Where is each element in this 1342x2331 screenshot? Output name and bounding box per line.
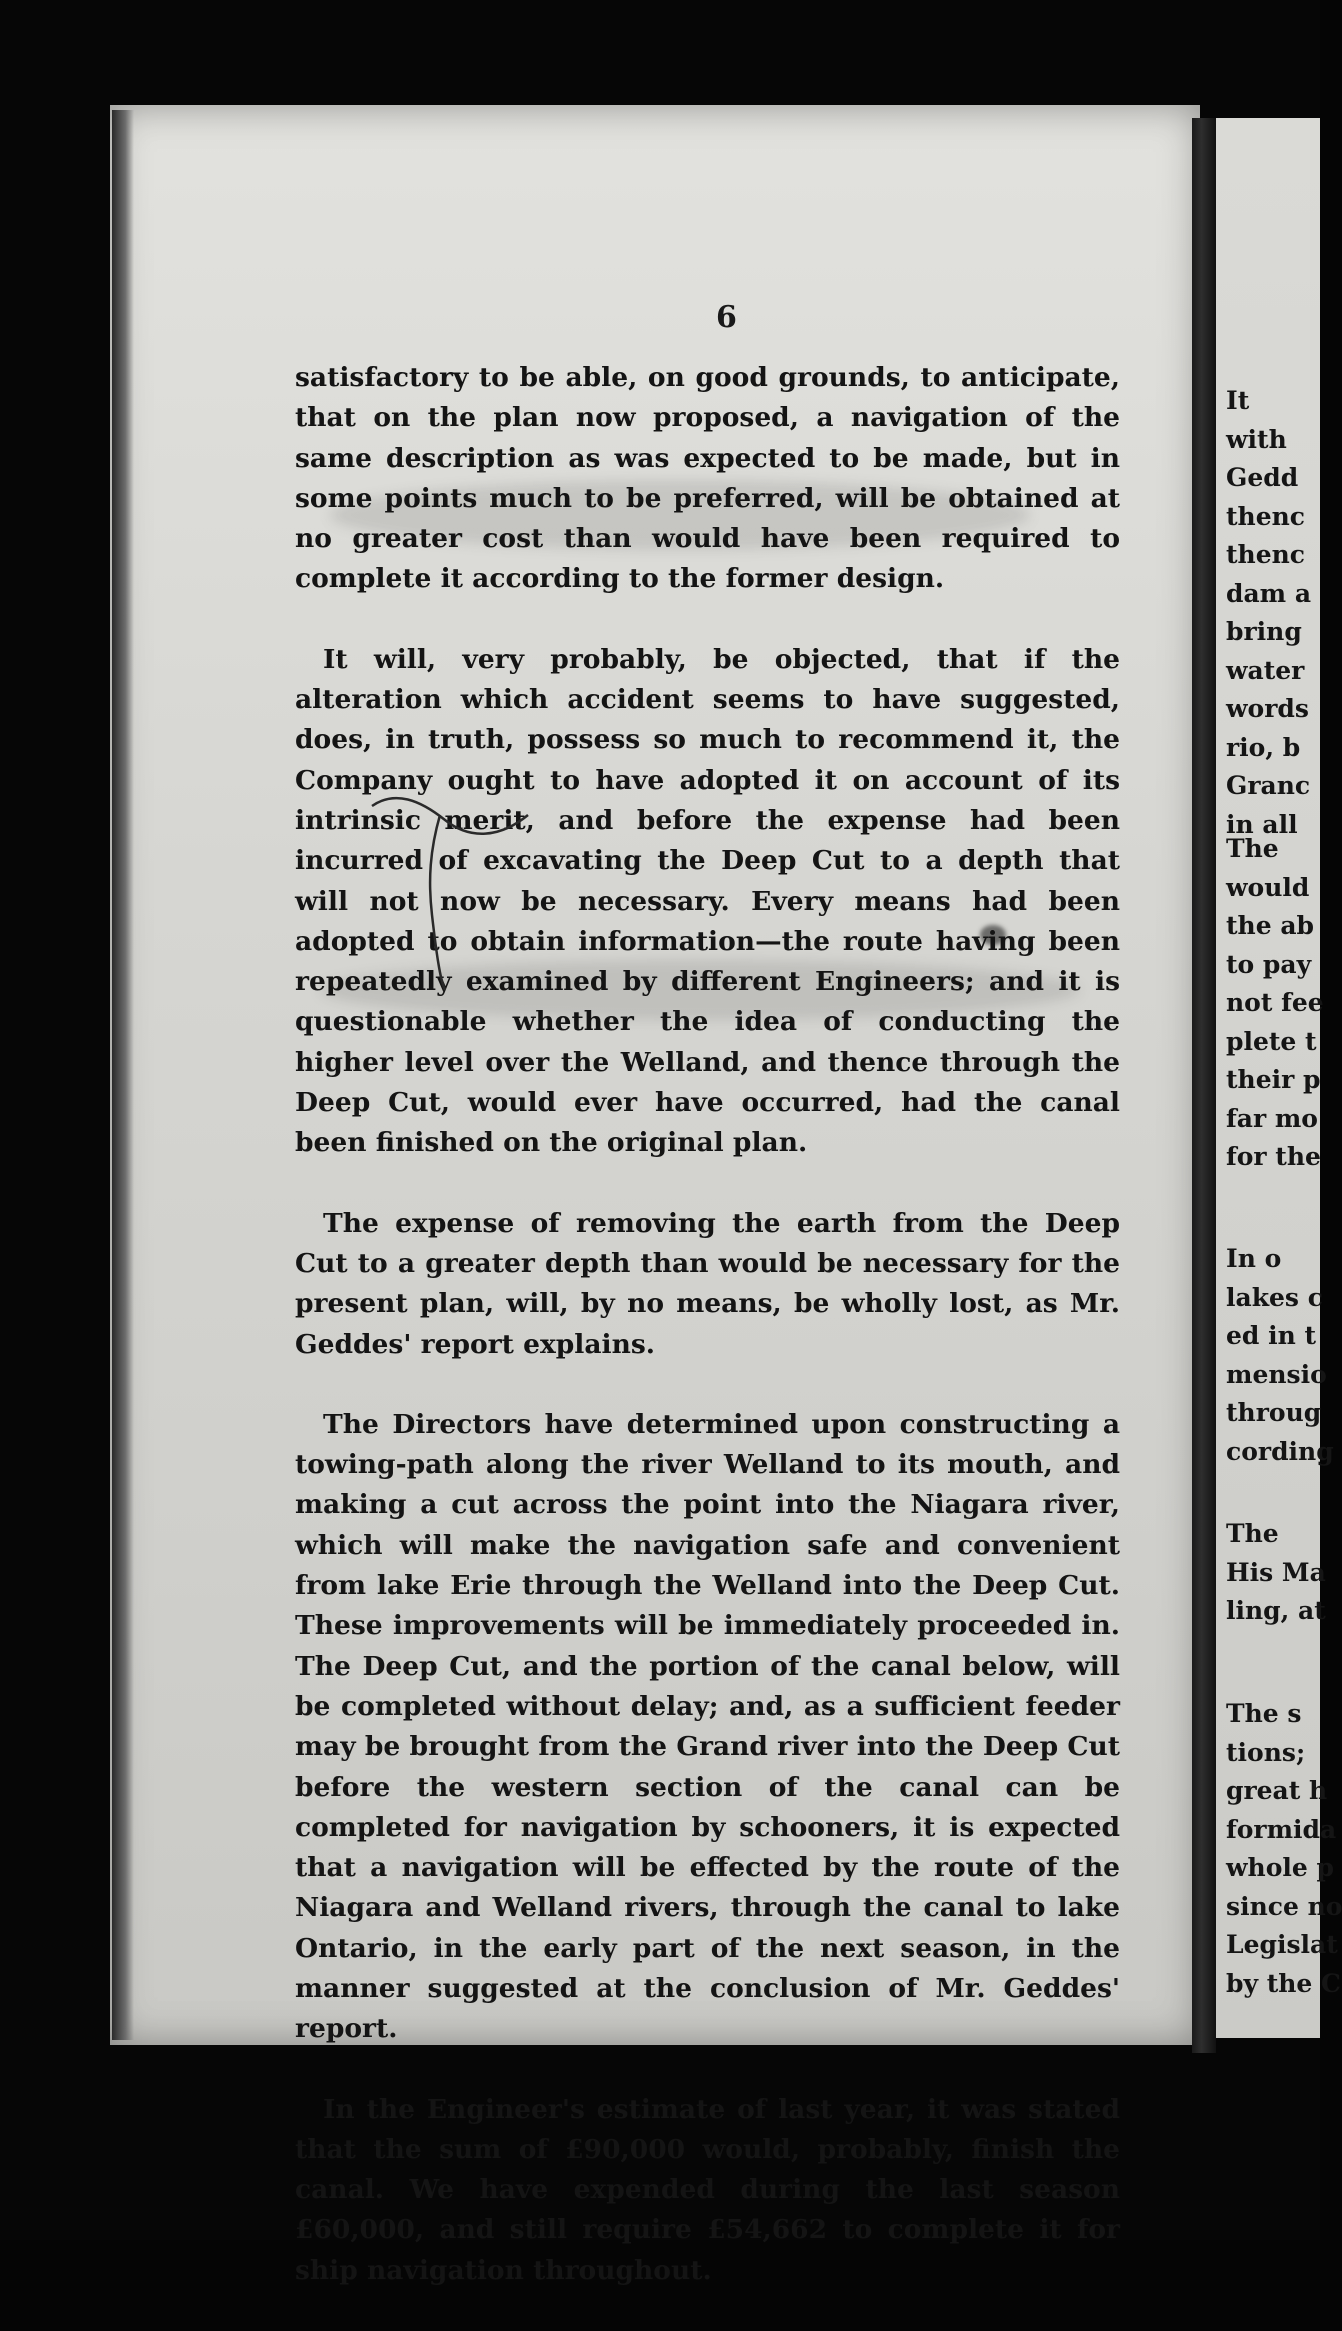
facing-line: with	[1226, 424, 1287, 454]
facing-line: rio, b	[1226, 732, 1301, 762]
book-gutter	[1192, 118, 1216, 2053]
paragraph-1: satisfactory to be able, on good grounds, to anticipate, that on the plan now proposed, a navigation of the same description as was expected to be made, but in some points much to be preferred, will be obtained at no greater cost than would have been required to complete it according to the former design.	[295, 362, 1120, 595]
facing-line: thenc	[1226, 540, 1306, 569]
facing-line: not fee	[1226, 988, 1324, 1017]
facing-line: dam a	[1226, 578, 1312, 608]
facing-line: The	[1226, 834, 1279, 863]
facing-line: It	[1226, 386, 1250, 415]
facing-line: ed in t	[1226, 1321, 1317, 1350]
paragraph-3: The expense of removing the earth from the Deep Cut to a greater depth than would be necessary for the present plan, will, by no means, be wholly lost, as Mr. Geddes' report explains.	[295, 1207, 1120, 1360]
page-body	[295, 358, 1120, 2331]
facing-line: lakes c	[1226, 1282, 1323, 1312]
facing-column-block-1	[1226, 382, 1320, 844]
facing-line: Gedd	[1226, 463, 1299, 492]
facing-line: the ab	[1226, 911, 1315, 940]
facing-line: to pay	[1226, 949, 1312, 979]
facing-column-block-3	[1226, 1240, 1334, 1471]
paragraph-5: In the Engineer's estimate of last year, it was stated that the sum of £90,000 would, probably, finish the canal. We have expended during the last season £60,000, and still require £54,662 to complete it for ship navigation throughout.	[295, 2093, 1120, 2286]
facing-line: Legislat	[1226, 1930, 1338, 1959]
facing-line: formida	[1226, 1814, 1337, 1844]
facing-line: plete t	[1226, 1026, 1317, 1056]
facing-line: would	[1226, 872, 1310, 902]
facing-line: bring	[1226, 617, 1302, 646]
paragraph-4: The Directors have determined upon constructing a towing-path along the river Welland to its mouth, and making a cut across the point into the Niagara river, which will make the navigation safe and convenient from lake Erie through the Welland into the Deep Cut. These improvements will be immediately proceeded in. The Deep Cut, and the portion of the canal below, will be completed without delay; and, as a sufficient feeder may be brought from the Grand river into the Deep Cut before the western section of the canal can be completed for navigation by schooners, it is expected that a navigation will be effected by the route of the Niagara and Welland rivers, through the canal to lake Ontario, in the early part of the next season, in the manner suggested at the conclusion of Mr. Geddes' report.	[295, 1408, 1120, 2045]
facing-line: for the	[1226, 1142, 1321, 1171]
facing-line: by the C	[1226, 1968, 1341, 1998]
facing-line: In o	[1226, 1244, 1282, 1273]
facing-line: their p	[1226, 1065, 1321, 1094]
facing-line: words	[1226, 694, 1309, 723]
facing-line: far mo	[1226, 1103, 1318, 1133]
facing-line: The	[1226, 1519, 1279, 1548]
facing-column-block-2	[1226, 830, 1324, 1177]
facing-line: tions;	[1226, 1737, 1306, 1767]
facing-line: whole p	[1226, 1853, 1334, 1882]
facing-line: The s	[1226, 1699, 1302, 1728]
facing-line: throug	[1226, 1398, 1322, 1427]
facing-line: cording	[1226, 1436, 1334, 1466]
facing-line: mensio	[1226, 1359, 1327, 1389]
facing-line: great h	[1226, 1776, 1328, 1805]
facing-column-block-5	[1226, 1695, 1342, 2003]
page-edge-shadow	[112, 110, 134, 2040]
facing-column-block-4	[1226, 1515, 1326, 1631]
paragraph-2: It will, very probably, be objected, that if the alteration which accident seems to have suggested, does, in truth, possess so much to recommend it, the Company ought to have adopted it on account of its intrinsic merit, and before the expense had been incurred of excavating the Deep Cut to a depth that will not now be necessary. Every means had been adopted to obtain information—the route having been repeatedly examined by different Engineers; and it is questionable whether the idea of conducting the higher level over the Welland, and thence through the Deep Cut, would ever have occurred, had the canal been finished on the original plan.	[295, 643, 1120, 1159]
page-number: 6	[716, 300, 737, 335]
facing-line: water	[1226, 655, 1305, 685]
facing-line: since no	[1226, 1891, 1342, 1921]
facing-line: thenc	[1226, 501, 1306, 531]
facing-line: His Ma	[1226, 1557, 1326, 1587]
facing-line: Granc	[1226, 771, 1311, 800]
facing-line: in all	[1226, 809, 1298, 839]
facing-line: ling, at	[1226, 1596, 1326, 1625]
